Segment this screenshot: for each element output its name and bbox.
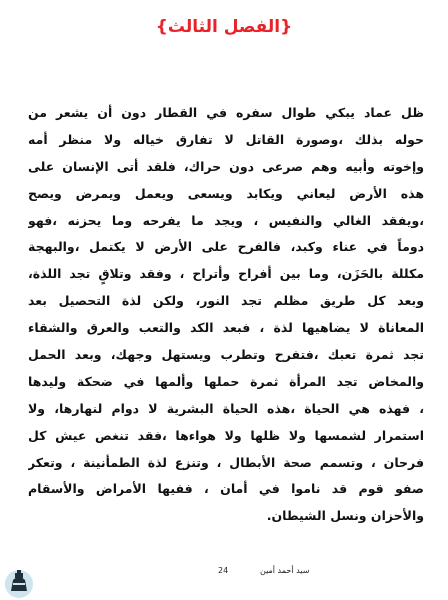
paragraph-line: فرحان ، وتسمم صحة الأبطال ، وتنزع لذة الطمأنينة ، وتعكر [28,454,424,470]
paragraph-line: والمخاض تجد المرأة ثمرة حملها وألمها في ضحكة وليدها [28,373,424,389]
paragraph-line: دوماً في عناء وكبد، فالفرح على الأرض لا يكتمل ،والبهجة [28,239,424,255]
paragraph-line: صفو قوم قد ناموا في أمان ، ففيها الأمراض والأسقام [28,481,424,497]
paragraph-line: والأحزان ونسل الشيطان. [266,508,424,524]
paragraph-line: المعاناة لا يضاهيها لذة ، فبعد الكد والتعب والعرق والشقاء [28,320,424,336]
paragraph-line: ظل عماد يبكي طوال سفره في القطار دون أن يشعر من [28,105,424,120]
chapter-paragraph [28,100,424,530]
page-number: 24 [218,566,229,575]
paragraph-line: وبعد كل طريق مظلم تجد النور، ولكن لذة التحصيل بعد [28,293,424,309]
paragraph-line: ، فهذه هي الحياة ،هذه الحياة البشرية لا دوام لنهارها، ولا [28,400,424,416]
page-footer [0,564,448,584]
paragraph-line: مكللة بالحَزَن، وما بين أفراح وأتراح ، وفقد وتلاقٍ تجد اللذة، [28,266,424,282]
paragraph-line: هذه الأرض ليعاني ويكابد ويسعى ويعمل ويمرض ويصح [28,185,424,201]
publisher-logo-icon [2,565,38,599]
paragraph-line: ،ويفقد الغالي والنفيس ، ويجد ما يفرحه وما يحزنه ،فهو [28,212,424,228]
author-name: سيد أحمد أمين [260,566,310,575]
paragraph-line: حوله بذلك ،وصورة القاتل لا تفارق خياله ولا منظر أمه [28,131,424,147]
paragraph-line: تجد ثمرة تعبك ،فتفرح وتطرب ويستهل وجهك، وبعد الحمل [28,347,424,363]
paragraph-line: استمرار لشمسها ولا ظلها ولا هواءها ،فقد تنغص عيش كل [28,427,424,443]
chapter-title: {الفصل الثالث} [155,17,293,37]
paragraph-line: وإخوته وأبيه وهم صرعى دون حراك، فلقد أتى الإنسان على [28,158,424,174]
